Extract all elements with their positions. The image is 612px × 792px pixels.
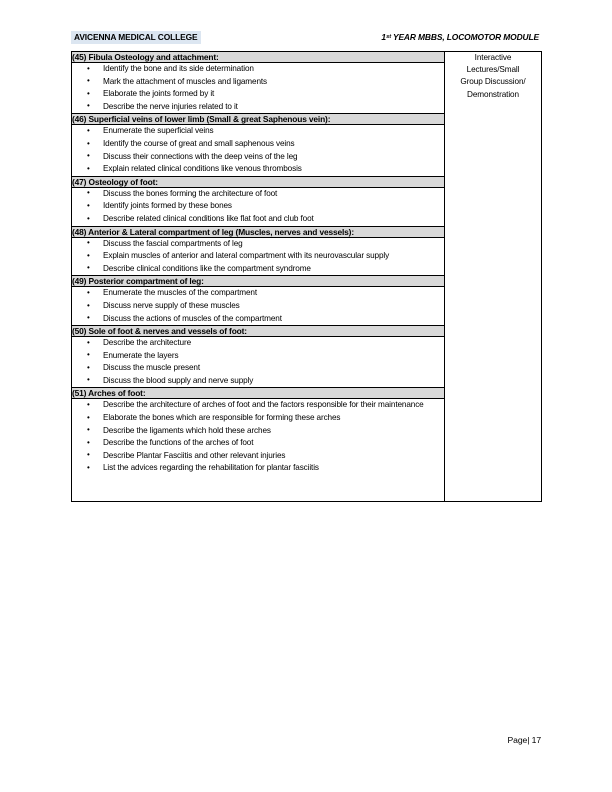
list-item: • Elaborate the bones which are responsible for forming these arches [72, 412, 444, 425]
section-body [72, 237, 445, 276]
teaching-method-cell [445, 52, 542, 502]
list-item: • Identify the bone and its side determination [72, 63, 444, 76]
teaching-method-line-1: Interactive [474, 53, 512, 62]
list-item: • Identify the course of great and small saphenous veins [72, 138, 444, 151]
list-item: • Discuss the bones forming the architecture of foot [72, 188, 444, 201]
list-item: • Elaborate the joints formed by it [72, 88, 444, 101]
list-item: • Explain muscles of anterior and lateral compartment with its neurovascular supply [72, 250, 444, 263]
list-item: • Enumerate the superficial veins [72, 125, 444, 138]
section-heading: (48) Anterior & Lateral compartment of leg (Muscles, nerves and vessels): [72, 226, 445, 237]
section-heading: (47) Osteology of foot: [72, 176, 445, 187]
teaching-method-line-3: Group Discussion/ [460, 77, 526, 87]
objective-list [72, 238, 444, 276]
list-item: • Enumerate the layers [72, 350, 444, 363]
section-heading: (49) Posterior compartment of leg: [72, 276, 445, 287]
objective-list [72, 399, 444, 475]
list-item: • Explain related clinical conditions like venous thrombosis [72, 163, 444, 176]
list-item: • Discuss the actions of muscles of the compartment [72, 313, 444, 326]
list-item: • Discuss nerve supply of these muscles [72, 300, 444, 313]
running-header [71, 31, 541, 47]
objective-list [72, 337, 444, 387]
list-item: • Describe the architecture of arches of foot and the factors responsible for their maintenance [72, 399, 444, 412]
section-heading: (51) Arches of foot: [72, 388, 445, 399]
section-heading: (45) Fibula Osteology and attachment: [72, 52, 445, 63]
section-heading: (50) Sole of foot & nerves and vessels of foot: [72, 326, 445, 337]
list-item: • Mark the attachment of muscles and ligaments [72, 76, 444, 89]
list-item: • Describe the functions of the arches of foot [72, 437, 444, 450]
objective-list [72, 188, 444, 226]
section-heading: (46) Superficial veins of lower limb (Small & great Saphenous vein): [72, 114, 445, 125]
teaching-method-line-2: Lectures/Small [466, 65, 520, 75]
table-row [72, 52, 542, 63]
section-body [72, 125, 445, 176]
list-item: • Describe the nerve injuries related to it [72, 101, 444, 114]
list-item: • Enumerate the muscles of the compartment [72, 287, 444, 300]
objective-list [72, 125, 444, 175]
section-body [72, 337, 445, 388]
college-name: AVICENNA MEDICAL COLLEGE [71, 31, 201, 44]
section-body [72, 287, 445, 326]
objective-list [72, 287, 444, 325]
list-item: • Discuss their connections with the deep veins of the leg [72, 151, 444, 164]
list-item: • Describe Plantar Fasciitis and other relevant injuries [72, 450, 444, 463]
list-item: • Describe the ligaments which hold these arches [72, 425, 444, 438]
list-item: • Discuss the fascial compartments of leg [72, 238, 444, 251]
list-item: • Identify joints formed by these bones [72, 200, 444, 213]
list-item: • List the advices regarding the rehabilitation for plantar fasciitis [72, 462, 444, 475]
list-item: • Discuss the blood supply and nerve supply [72, 375, 444, 388]
list-item: • Discuss the muscle present [72, 362, 444, 375]
list-item: • Describe clinical conditions like the compartment syndrome [72, 263, 444, 276]
section-body [72, 399, 445, 502]
objective-list [72, 63, 444, 113]
section-body [72, 63, 445, 114]
list-item: • Describe the architecture [72, 337, 444, 350]
section-body [72, 187, 445, 226]
teaching-method-line-4: Demonstration [467, 89, 519, 99]
list-item: • Describe related clinical conditions like flat foot and club foot [72, 213, 444, 226]
page-number: Page| 17 [507, 735, 541, 745]
learning-objectives-table [71, 51, 542, 502]
module-name: 1ˢᵗ YEAR MBBS, LOCOMOTOR MODULE [381, 32, 539, 42]
